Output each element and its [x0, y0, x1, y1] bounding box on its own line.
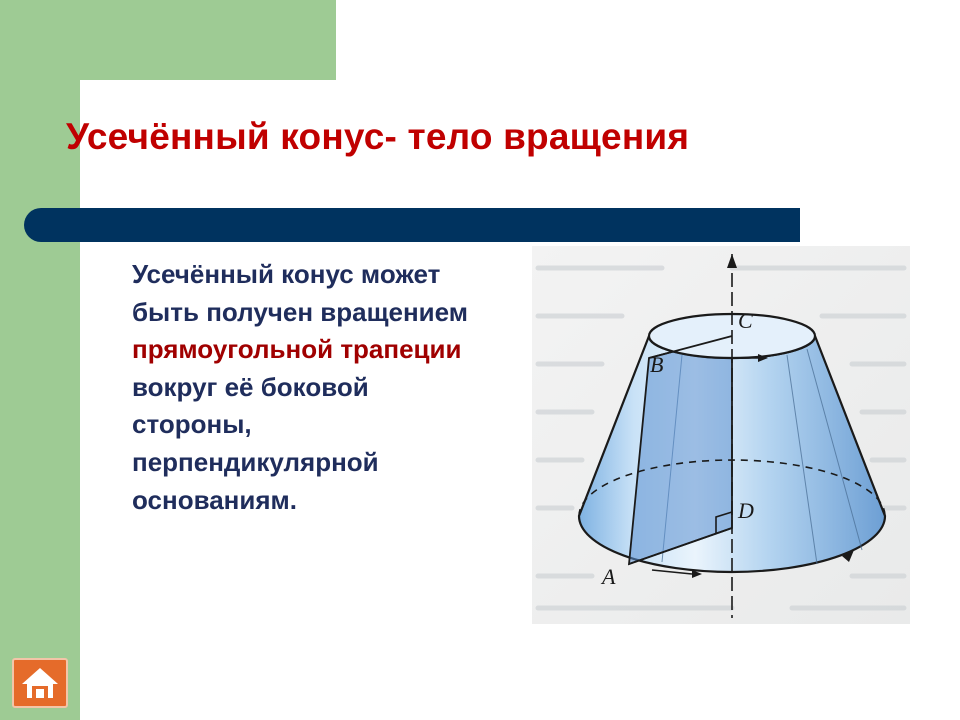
- body-text-part2: вокруг её боковой стороны, перпендикулярной основаниям.: [132, 371, 379, 515]
- slide-body-text: [132, 256, 492, 519]
- green-frame-left: [0, 0, 80, 720]
- label-c: C: [738, 308, 753, 333]
- home-icon: [20, 665, 60, 701]
- label-a: A: [602, 564, 616, 589]
- body-text-part1: Усечённый конус может быть получен вращением: [132, 259, 469, 327]
- slide-title: Усечённый конус- тело вращения: [66, 116, 690, 157]
- label-d: D: [738, 498, 754, 523]
- body-text-highlight: прямоугольной трапеции: [132, 334, 462, 365]
- home-button[interactable]: [12, 658, 68, 708]
- label-b: B: [650, 352, 664, 377]
- frustum-figure: [532, 246, 910, 624]
- title-underline-bar: [24, 208, 800, 242]
